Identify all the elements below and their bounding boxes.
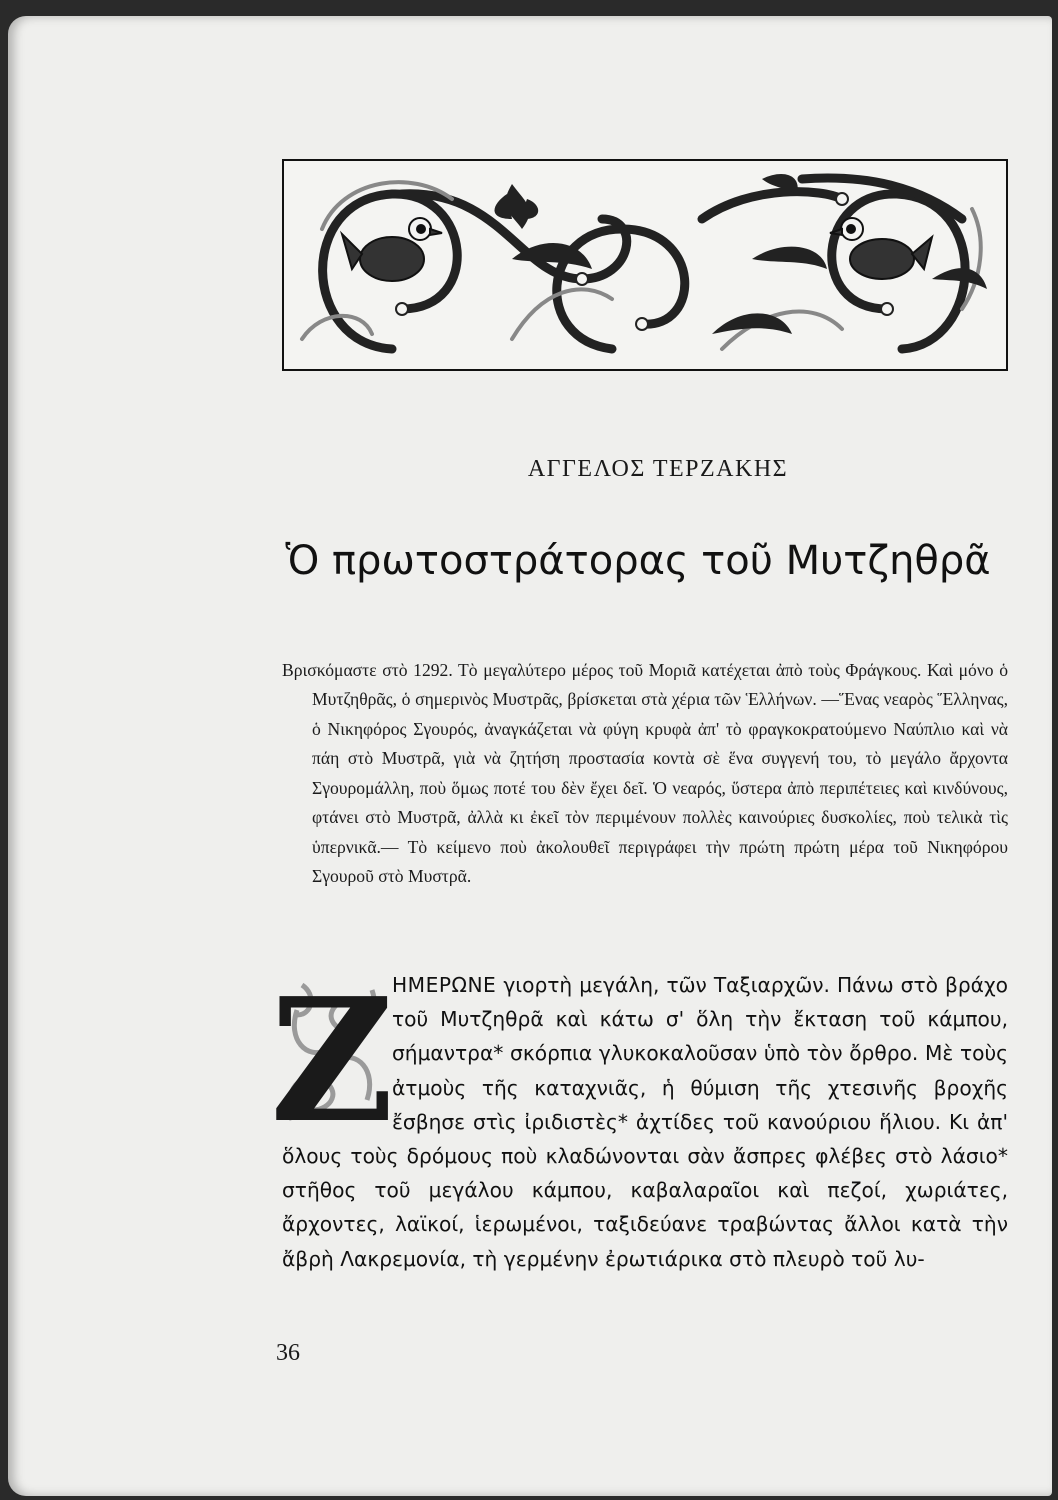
drop-cap-z-icon xyxy=(269,961,395,1161)
body-text xyxy=(269,961,1008,1276)
author-name: ΑΓΓΕΛΟΣ ΤΕΡΖΑΚΗΣ xyxy=(527,456,789,482)
ornamental-banner xyxy=(282,159,1008,371)
story-title: Ὁ πρωτοστράτορας τοῦ Μυτζηθρᾶ xyxy=(285,538,991,584)
drop-cap-letter: Ζ xyxy=(269,961,395,1161)
page-number: 36 xyxy=(276,1340,300,1366)
book-page xyxy=(8,16,1052,1496)
summary-paragraph: Βρισκόμαστε στὸ 1292. Τὸ μεγαλύτερο μέρος τοῦ Μοριᾶ κατέχεται ἀπὸ τοὺς Φράγκους. Καὶ μόνο ὁ Μυτζηθρᾶς, ὁ σημερινὸς Μυστρᾶς, βρίσκεται στὰ χέρια τῶν Ἑλλήνων. —Ἕνας νεαρὸς Ἕλληνας, ὁ Νικηφόρος Σγουρός, ἀναγκάζεται νὰ φύγη κρυφὰ ἀπ' τὸ φραγκοκρατούμενο Ναύπλιο καὶ νὰ πάη στὸ Μυστρᾶ, γιὰ νὰ ζητήση προστασία κοντὰ σὲ ἕνα συγγενή του, τὸ μεγάλο ἄρχοντα Σγουρομάλλη, ποὺ ὅμως ποτέ του δὲν ἔχει δεῖ. Ὁ νεαρός, ὕστερα ἀπὸ περιπέτειες καὶ κινδύνους, φτάνει στὸ Μυστρᾶ, ἀλλὰ κι ἐκεῖ τὸν περιμένουν πολλὲς καινούριες δυσκολίες, ποὺ τελικὰ τὶς ὑπερνικᾶ.— Τὸ κείμενο ποὺ ἀκολουθεῖ περιγράφει τὴν πρώτη πρώτη μέρα τοῦ Νικηφόρου Σγουροῦ στὸ Μυστρᾶ. xyxy=(282,659,1008,887)
body-paragraph: γιορτὴ μεγάλη, τῶν Ταξιαρχῶν. Πάνω στὸ βράχο τοῦ Μυτζηθρᾶ καὶ κάτω σ' ὅλη τὴν ἔκταση τοῦ κάμπου, σήμαντρα* σκόρπια γλυκοκαλοῦσαν ὑπὸ τὸν ὄρθρο. Μὲ τοὺς ἀτμοὺς τῆς καταχνιᾶς, ἡ θύμιση τῆς χτεσινῆς βροχῆς ἔσβησε στὶς ἰριδιστὲς* ἀχτίδες τοῦ κανούριου ἥλιου. Κι ἀπ' ὅλους τοὺς δρόμους ποὺ κλαδώνονται σὰν ἄσπρες φλέβες στὸ λάσιο* στῆθος τοῦ μεγάλου κάμπου, καβαλαραῖοι καὶ πεζοί, χωριάτες, ἄρχοντες, λαϊκοί, ἱερωμένοι, ταξιδεύανε τραβώντας ἄλλοι κατὰ τὴν ἄβρὴ Λακρεμονία, τὴ γερμένην ἐρωτιάρικα στὸ πλευρὸ τοῦ λυ- xyxy=(282,973,1008,1271)
lead-word: ΗΜΕΡΩΝΕ xyxy=(392,973,497,997)
